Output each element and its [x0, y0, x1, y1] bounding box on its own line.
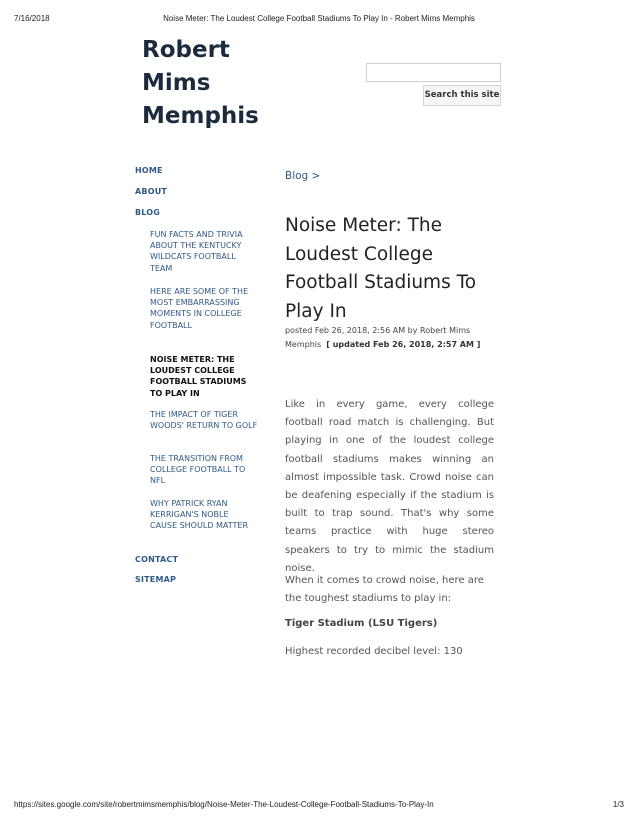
post-subheading: Tiger Stadium (LSU Tigers): [285, 618, 438, 629]
nav-item-contact[interactable]: CONTACT: [135, 555, 179, 564]
nav-subitem-noise-meter[interactable]: NOISE METER: THE LOUDEST COLLEGE FOOTBALL STADIUMS TO PLAY IN: [150, 355, 247, 398]
print-date: 7/16/2018: [14, 14, 50, 23]
nav-subitem-embarrassing-moments[interactable]: HERE ARE SOME OF THE MOST EMBARRASSING MOMENTS IN COLLEGE FOOTBALL: [150, 287, 249, 330]
print-url: https://sites.google.com/site/robertmimsmemphis/blog/Noise-Meter-The-Loudest-College-Football-Stadiums-To-Play-In: [14, 800, 434, 809]
post-paragraph: When it comes to crowd noise, here are the toughest stadiums to play in:: [285, 575, 484, 605]
print-header: [0, 14, 638, 26]
nav-subitem-tiger-woods[interactable]: THE IMPACT OF TIGER WOODS' RETURN TO GOLF: [150, 410, 258, 431]
post-paragraph: Highest recorded decibel level: 130: [285, 646, 463, 657]
print-page-number: 1/3: [612, 800, 624, 809]
site-title-line: Robert: [142, 37, 230, 63]
nav-item-blog[interactable]: BLOG: [135, 208, 161, 217]
search-button[interactable]: Search this site: [423, 85, 501, 106]
nav-item-home[interactable]: HOME: [135, 166, 163, 175]
post-paragraph: Like in every game, every college football road match is challenging. But playing in one of the loudest college football stadiums makes winning an almost impossible task. Crowd noise can be deafening especially if the stadium is built to trap sound. That's why some teams practice with huge stereo speakers to try to mimic the stadium noise.: [285, 399, 494, 574]
post-title: Noise Meter: The Loudest College Football Stadiums To Play In: [285, 215, 477, 322]
print-page-title: Noise Meter: The Loudest College Football Stadiums To Play In - Robert Mims Memphis: [163, 14, 475, 23]
site-title-line: Mims: [142, 70, 211, 96]
nav-item-sitemap[interactable]: SITEMAP: [135, 575, 177, 584]
post-updated-info: [ updated Feb 26, 2018, 2:57 AM ]: [326, 340, 481, 349]
site-title-line: Memphis: [142, 103, 259, 129]
post-meta: [285, 324, 497, 352]
nav-item-about[interactable]: ABOUT: [135, 187, 168, 196]
print-footer: [0, 800, 638, 812]
post-posted-info: posted Feb 26, 2018, 2:56 AM by Robert Mims Memphis: [285, 326, 471, 349]
nav-subitem-college-to-nfl[interactable]: THE TRANSITION FROM COLLEGE FOOTBALL TO NFL: [150, 454, 246, 486]
nav-subitem-kentucky-wildcats[interactable]: FUN FACTS AND TRIVIA ABOUT THE KENTUCKY WILDCATS FOOTBALL TEAM: [150, 230, 243, 273]
search-input[interactable]: [366, 63, 501, 82]
nav-subitem-patrick-kerrigan[interactable]: WHY PATRICK RYAN KERRIGAN'S NOBLE CAUSE SHOULD MATTER: [150, 499, 248, 531]
site-title[interactable]: [142, 34, 282, 133]
breadcrumb[interactable]: Blog >: [285, 170, 321, 182]
